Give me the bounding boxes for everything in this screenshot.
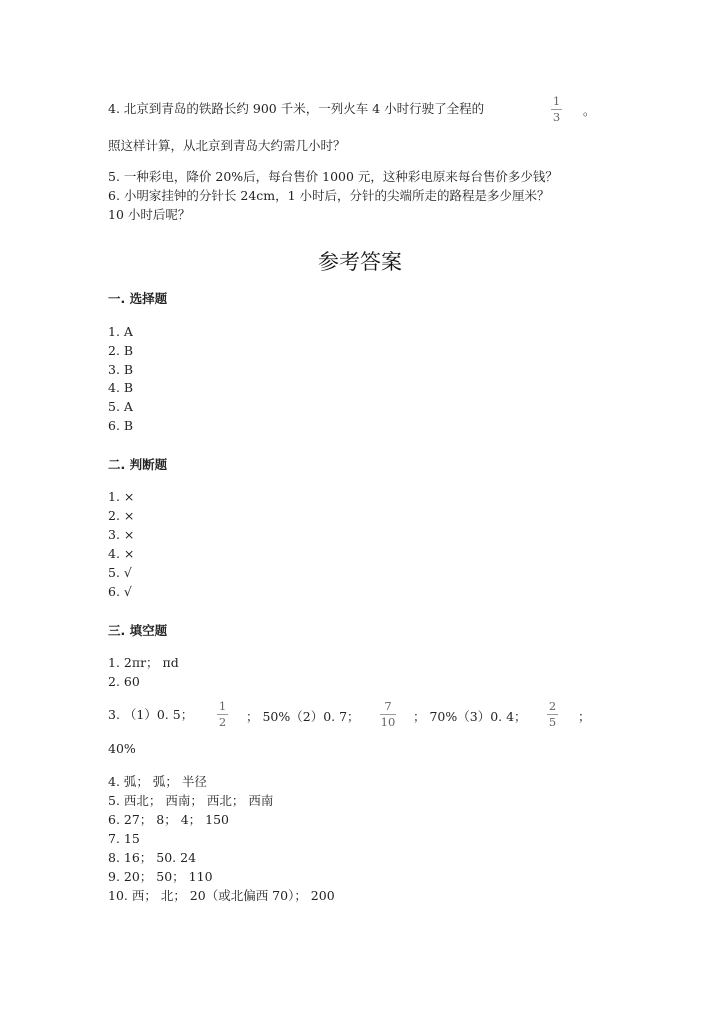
numerator: 1: [552, 94, 561, 108]
question-4-period: 。: [583, 103, 596, 118]
fill-answer-8: 8. 16； 50. 24: [108, 850, 197, 865]
fraction-two-fifths: [547, 700, 558, 729]
fill-answer-6: 6. 27； 8； 4； 150: [108, 812, 229, 827]
choice-answer: 5. A: [108, 399, 133, 414]
choice-answer: 4. B: [108, 380, 134, 395]
numerator: 1: [218, 699, 227, 713]
judgment-answer: 4. ×: [108, 546, 135, 561]
fill-answer-3-part-3: ； 70%（3）0. 4；: [413, 709, 527, 724]
fraction-one-half: [217, 700, 228, 729]
numerator: 7: [384, 699, 392, 713]
fill-answer-3-part-2: ； 50%（2）0. 7；: [246, 709, 360, 724]
fill-answer-10: 10. 西； 北； 20（或北偏西 70）； 200: [108, 888, 335, 903]
choice-answer: 1. A: [108, 324, 133, 339]
question-4-line-2: 照这样计算，从北京到青岛大约需几小时？: [108, 138, 346, 153]
choice-answer: 2. B: [108, 343, 134, 358]
question-6-line-2: 10 小时后呢？: [108, 207, 191, 222]
fill-answer-2: 2. 60: [108, 674, 140, 689]
fill-answer-1: 1. 2πr； πd: [108, 655, 179, 670]
fill-answer-5: 5. 西北； 西南； 西北； 西南: [108, 793, 274, 808]
judgment-answer: 1. ×: [108, 489, 135, 504]
denominator: 5: [548, 715, 557, 729]
fill-answer-3-part-1: 3. （1）0. 5；: [108, 707, 194, 722]
fill-answer-9: 9. 20； 50； 110: [108, 869, 213, 884]
judgment-answer: 2. ×: [108, 508, 135, 523]
section-title-judgment: 二. 判断题: [108, 457, 168, 472]
question-6-line-1: 6. 小明家挂钟的分针长 24cm，1 小时后，分针的尖端所走的路程是多少厘米？: [108, 188, 550, 203]
answers-title: 参考答案: [318, 250, 402, 274]
judgment-answer: 6. √: [108, 584, 132, 599]
denominator: 10: [380, 715, 396, 729]
choice-answer: 6. B: [108, 418, 134, 433]
judgment-answer: 5. √: [108, 565, 132, 580]
section-title-fill-blank: 三. 填空题: [108, 623, 168, 638]
fill-answer-7: 7. 15: [108, 831, 140, 846]
question-4-line-1: 4. 北京到青岛的铁路长约 900 千米，一列火车 4 小时行驶了全程的: [108, 101, 485, 116]
fraction-seven-tenths: [380, 700, 396, 729]
denominator: 3: [552, 110, 561, 124]
denominator: 2: [218, 715, 227, 729]
numerator: 2: [548, 699, 557, 713]
choice-answer: 3. B: [108, 362, 134, 377]
fill-answer-4: 4. 弧； 弧； 半径: [108, 774, 207, 789]
fill-answer-3-part-4: ；: [578, 709, 591, 724]
fill-answer-3-part-5: 40%: [108, 741, 136, 756]
question-5: 5. 一种彩电，降价 20%后，每台售价 1000 元，这种彩电原来每台售价多少钱？: [108, 169, 558, 184]
section-title-choice: 一. 选择题: [108, 291, 168, 306]
fraction-one-third: [551, 95, 562, 124]
judgment-answer: 3. ×: [108, 527, 135, 542]
